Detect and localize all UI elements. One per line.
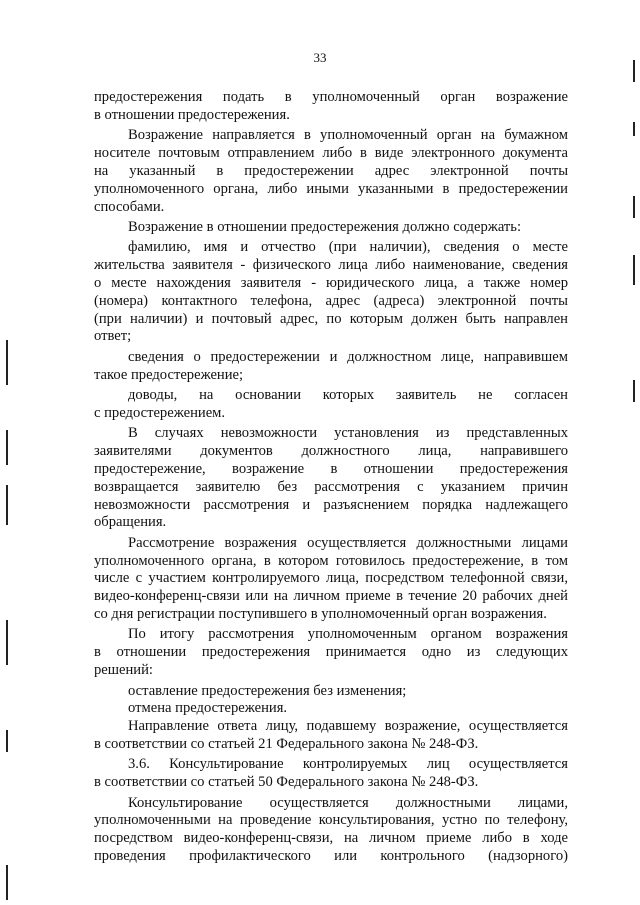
text-line: предостережение, возражение в отношении предостережения [94, 460, 568, 477]
text-line: проведения профилактического или контрольного (надзорного) [94, 848, 568, 865]
text-line: Направление ответа лицу, подавшему возражение, осуществляется [128, 718, 568, 735]
text-line: в отношении предостережения. [94, 106, 290, 123]
text-line: В случаях невозможности установления из представленных [128, 425, 568, 442]
text-line: уполномоченными на проведение консультирования, устно по телефону, [94, 812, 568, 829]
scan-edge-mark [6, 340, 8, 385]
text-line: со дня регистрации поступившего в уполномоченный орган возражения. [94, 606, 547, 623]
scan-edge-mark [633, 380, 635, 402]
scan-edge-mark [6, 620, 8, 665]
scan-edge-mark [6, 485, 8, 525]
text-line: способами. [94, 198, 165, 215]
text-line: такое предостережение; [94, 366, 244, 383]
text-line: в соответствии со статьей 50 Федерального закона № 248-ФЗ. [94, 774, 479, 791]
text-line: предостережения подать в уполномоченный орган возражение [94, 89, 568, 105]
text-line: носителе почтовым отправлением либо в виде электронного документа [94, 145, 568, 162]
text-line: уполномоченного органа, в котором готовилось предостережение, в том [94, 552, 568, 569]
text-line: посредством видео-конференц-связи, на личном приеме либо в ходе [94, 830, 568, 847]
text-line: обращения. [94, 514, 167, 531]
text-line: фамилию, имя и отчество (при наличии), сведения о месте [128, 239, 568, 256]
scan-edge-mark [6, 730, 8, 752]
text-line: сведения о предостережении и должностном лице, направившем [128, 348, 568, 365]
text-line: с предостережением. [94, 404, 226, 421]
text-line: 3.6. Консультирование контролируемых лиц осуществляется [128, 756, 568, 773]
text-line: Консультирование осуществляется должностными лицами, [128, 794, 568, 811]
text-line: заявителями документов должностного лица, направившего [94, 443, 568, 460]
scan-edge-mark [633, 255, 635, 285]
text-line: в соответствии со статьей 21 Федерального закона № 248-ФЗ. [94, 736, 479, 753]
text-line: оставление предостережения без изменения; [128, 682, 407, 699]
text-line: Возражение в отношении предостережения должно содержать: [128, 218, 522, 235]
text-line: (при наличии) и почтовый адрес, по которым должен быть направлен [94, 310, 568, 327]
text-line: уполномоченного органа, либо иными указанными в предостережении [94, 180, 568, 197]
text-line: невозможности рассмотрения и разъяснением порядка надлежащего [94, 496, 568, 513]
text-line: видео-конференц-связи или на личном приеме в течение 20 рабочих дней [94, 588, 568, 605]
scan-edge-mark [6, 430, 8, 465]
page-number: 33 [313, 50, 327, 65]
scan-edge-mark [6, 865, 8, 900]
text-line: возвращается заявителю без рассмотрения с указанием причин [94, 478, 568, 495]
text-line: о месте нахождения заявителя - юридического лица, а также номер [94, 274, 568, 291]
text-line: Возражение направляется в уполномоченный орган на бумажном [128, 127, 568, 144]
text-line: доводы, на основании которых заявитель не согласен [128, 387, 568, 403]
text-line: числе с участием контролируемого лица, посредством телефонной связи, [94, 570, 568, 587]
text-line: (номера) контактного телефона, адрес (адреса) электронной почты [94, 292, 568, 309]
text-line: на указанный в предостережении адрес электронной почты [94, 162, 568, 179]
text-line: решений: [94, 662, 153, 679]
scan-edge-mark [633, 196, 635, 218]
text-line: отмена предостережения. [128, 700, 288, 717]
scan-edge-mark [633, 60, 635, 82]
text-line: ответ; [94, 328, 132, 345]
text-line: Рассмотрение возражения осуществляется должностными лицами [128, 534, 568, 551]
text-line: жительства заявителя - физического лица либо наименование, сведения [94, 257, 568, 274]
text-line: По итогу рассмотрения уполномоченным органом возражения [128, 626, 568, 643]
document-body [94, 89, 568, 866]
text-line: в отношении предостережения принимается одно из следующих [94, 644, 568, 661]
scan-edge-mark [633, 122, 635, 136]
